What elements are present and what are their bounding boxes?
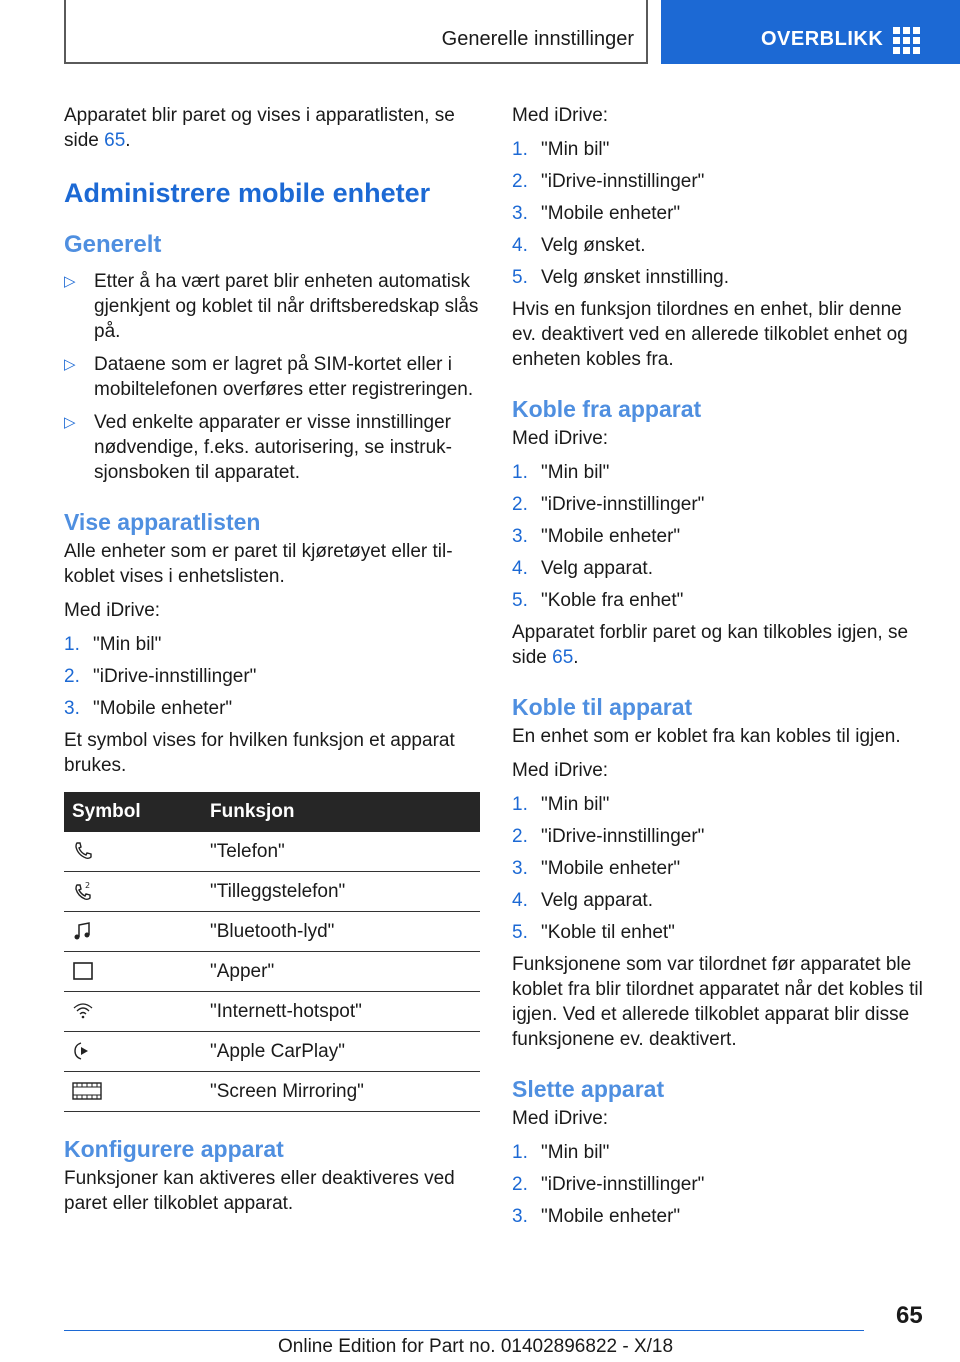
show-list-heading: Vise apparatlisten	[64, 509, 261, 535]
footer-divider	[64, 1330, 864, 1331]
page-link[interactable]: 65	[552, 647, 574, 668]
list-item: 1. "Min bil"	[64, 634, 162, 655]
table-row	[64, 992, 480, 1032]
list-item	[64, 410, 482, 485]
intro-end: .	[125, 130, 131, 151]
idrive-label: Med iDrive:	[512, 105, 609, 126]
step-text: "Mobile enheter"	[541, 526, 681, 547]
list-item: 3. "Mobile enheter"	[512, 203, 681, 224]
disconnect-steps	[512, 460, 928, 613]
idrive-label: Med iDrive:	[64, 600, 161, 621]
function-cell: "Apple CarPlay"	[202, 1032, 480, 1072]
list-item: 4. Velg ønsket.	[512, 235, 646, 256]
table-row	[64, 952, 480, 992]
assign-text: Hvis en funksjon tilordnes en enhet, blir denne ev. deaktivert ved en allerede tilkoblet enhet og enheten kobles fra.	[512, 299, 908, 370]
connect-intro: En enhet som er koblet fra kan kobles til igjen.	[512, 726, 901, 747]
step-text: "Koble fra enhet"	[541, 590, 684, 611]
step-text: "Mobile enheter"	[541, 858, 681, 879]
table-row	[64, 1032, 480, 1072]
idrive-label: Med iDrive:	[512, 428, 609, 449]
header-title: Generelle innstillinger	[441, 28, 634, 50]
function-cell: "Tilleggstelefon"	[202, 872, 480, 912]
configure-text: Funksjoner kan aktiveres eller deaktiveres ved paret eller tilkoblet apparat.	[64, 1168, 455, 1214]
triangle-bullet-icon: ▷	[64, 356, 76, 373]
configure-heading: Konfigurere apparat	[64, 1136, 284, 1162]
step-text: "Min bil"	[541, 1142, 610, 1163]
list-item: 1. "Min bil"	[512, 139, 610, 160]
disconnect-heading: Koble fra apparat	[512, 396, 702, 422]
disconnect-text: Apparatet forblir paret og kan tilkobles igjen, se side 65.	[512, 622, 909, 668]
list-item: 4. Velg apparat.	[512, 558, 653, 579]
connect-text: Funksjonene som var tilordnet før apparatet ble koblet fra blir tilordnet apparatet når det kobles til igjen. Ved et allerede tilkoblet apparat blir disse funksjonene ev. deaktivert.	[512, 954, 923, 1050]
step-text: "Mobile enheter"	[93, 698, 233, 719]
overview-label: OVERBLIKK	[761, 28, 884, 50]
phone-icon	[72, 840, 94, 862]
step-text: Velg apparat.	[541, 558, 653, 579]
function-cell: "Apper"	[202, 952, 480, 992]
additional-phone-icon	[72, 880, 94, 902]
main-heading: Administrere mobile enheter	[64, 178, 431, 208]
overview-button[interactable]	[661, 0, 960, 64]
step-text: "Min bil"	[541, 139, 610, 160]
column-header-function: Funksjon	[202, 792, 480, 832]
step-text: "iDrive-innstillinger"	[93, 666, 257, 687]
table-row	[64, 912, 480, 952]
step-text: "Mobile enheter"	[541, 1206, 681, 1227]
step-text: Velg apparat.	[541, 890, 653, 911]
table-row	[64, 872, 480, 912]
step-text: "Min bil"	[541, 794, 610, 815]
right-column	[512, 103, 928, 1236]
list-item: 1. "Min bil"	[512, 462, 610, 483]
settings-steps	[512, 137, 928, 290]
grid-menu-icon	[893, 27, 921, 53]
function-cell: "Screen Mirroring"	[202, 1072, 480, 1112]
step-text: "Mobile enheter"	[541, 203, 681, 224]
list-item: 2. "iDrive-innstillinger"	[512, 171, 705, 192]
wifi-hotspot-icon	[72, 1000, 94, 1022]
symbol-note: Et symbol vises for hvilken funksjon et apparat brukes.	[64, 730, 455, 776]
table-row	[64, 832, 480, 872]
screen-mirroring-icon	[72, 1080, 102, 1102]
function-cell: "Internett-hotspot"	[202, 992, 480, 1032]
apps-square-icon	[72, 960, 94, 982]
intro-paragraph	[64, 103, 482, 153]
left-column	[64, 103, 482, 1225]
step-text: "Min bil"	[541, 462, 610, 483]
list-item: 3. "Mobile enheter"	[512, 526, 681, 547]
general-bullet-list	[64, 269, 482, 485]
list-item: 5. "Koble til enhet"	[512, 922, 675, 943]
svg-text:2: 2	[85, 881, 91, 891]
delete-heading: Slette apparat	[512, 1076, 665, 1102]
function-cell: "Bluetooth-lyd"	[202, 912, 480, 952]
list-item: 5. "Koble fra enhet"	[512, 590, 684, 611]
bullet-text: Ved enkelte apparater er visse innstillinger nødvendige, f.eks. autorisering, se instruk‐sjonsboken til apparatet.	[94, 412, 453, 483]
connect-heading: Koble til apparat	[512, 694, 693, 720]
idrive-label: Med iDrive:	[512, 760, 609, 781]
step-text: Velg ønsket innstilling.	[541, 267, 729, 288]
list-item: 2. "iDrive-innstillinger"	[64, 666, 257, 687]
header-section-tab	[64, 0, 648, 64]
list-item: 4. Velg apparat.	[512, 890, 653, 911]
step-text: Velg ønsket.	[541, 235, 646, 256]
list-item	[64, 269, 482, 344]
music-note-icon	[72, 920, 94, 942]
connect-steps	[512, 792, 928, 945]
list-item	[64, 352, 482, 402]
bullet-text: Dataene som er lagret på SIM-kortet eller i mobiltelefonen overføres etter registreringen.	[94, 354, 474, 400]
list-item: 3. "Mobile enheter"	[512, 1206, 681, 1227]
page-number: 65	[896, 1302, 923, 1329]
list-item: 2. "iDrive-innstillinger"	[512, 1174, 705, 1195]
footer-edition-text: Online Edition for Part no. 01402896822 - X/18	[278, 1336, 674, 1357]
list-item: 1. "Min bil"	[512, 794, 610, 815]
list-item: 3. "Mobile enheter"	[64, 698, 233, 719]
list-item: 3. "Mobile enheter"	[512, 858, 681, 879]
symbol-table	[64, 792, 480, 1112]
step-text: "iDrive-innstillinger"	[541, 1174, 705, 1195]
idrive-label: Med iDrive:	[512, 1108, 609, 1129]
intro-text: Apparatet blir paret og vises i apparatlisten, se side	[64, 105, 455, 151]
list-item: 2. "iDrive-innstillinger"	[512, 826, 705, 847]
step-text: "iDrive-innstillinger"	[541, 494, 705, 515]
table-row	[64, 1072, 480, 1112]
triangle-bullet-icon: ▷	[64, 414, 76, 431]
list-item: 5. Velg ønsket innstilling.	[512, 267, 729, 288]
triangle-bullet-icon: ▷	[64, 273, 76, 290]
step-text: "iDrive-innstillinger"	[541, 826, 705, 847]
general-heading: Generelt	[64, 231, 162, 258]
function-cell: "Telefon"	[202, 832, 480, 872]
show-list-steps	[64, 632, 482, 721]
list-item: 1. "Min bil"	[512, 1142, 610, 1163]
list-item: 2. "iDrive-innstillinger"	[512, 494, 705, 515]
step-text: "Koble til enhet"	[541, 922, 675, 943]
bullet-text: Etter å ha vært paret blir enheten automatisk gjenkjent og koblet til når driftsberedskap slås på.	[94, 271, 479, 342]
delete-steps	[512, 1140, 928, 1229]
step-text: "iDrive-innstillinger"	[541, 171, 705, 192]
column-header-symbol: Symbol	[64, 792, 202, 832]
table-header-row	[64, 792, 480, 832]
step-text: "Min bil"	[93, 634, 162, 655]
show-list-text: Alle enheter som er paret til kjøretøyet eller til‐koblet vises i enhetslisten.	[64, 541, 453, 587]
page-link[interactable]: 65	[104, 130, 126, 151]
carplay-icon	[72, 1040, 94, 1062]
